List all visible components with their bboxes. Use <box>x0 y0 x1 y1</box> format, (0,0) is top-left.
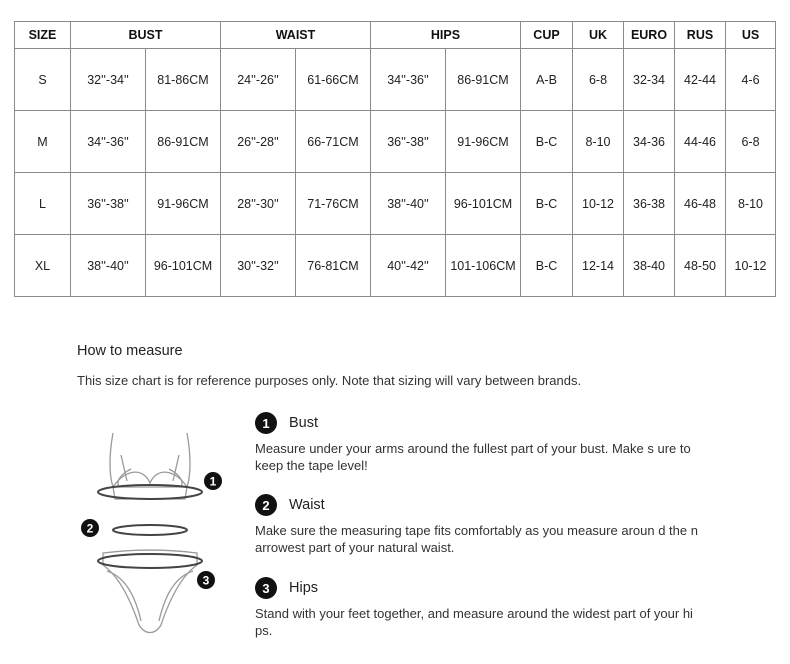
table-cell: 86-91CM <box>146 111 221 173</box>
header-rus: RUS <box>675 22 726 49</box>
how-to-measure-section <box>77 343 757 388</box>
step-3-title: Hips <box>289 580 319 596</box>
table-row <box>15 111 776 173</box>
table-cell: 4-6 <box>726 49 776 111</box>
table-cell: 30''-32'' <box>221 235 296 297</box>
table-cell: 91-96CM <box>446 111 521 173</box>
header-euro: EURO <box>624 22 675 49</box>
step-3-text: Stand with your feet together, and measure around the widest part of your hips. <box>255 606 693 638</box>
table-cell: 28''-30'' <box>221 173 296 235</box>
table-cell: 48-50 <box>675 235 726 297</box>
table-cell: 81-86CM <box>146 49 221 111</box>
table-cell: 44-46 <box>675 111 726 173</box>
table-cell: 12-14 <box>573 235 624 297</box>
table-cell: 38''-40'' <box>71 235 146 297</box>
table-row <box>15 235 776 297</box>
marker-3-label: 3 <box>202 573 210 588</box>
table-cell: 32''-34'' <box>71 49 146 111</box>
table-cell: 96-101CM <box>146 235 221 297</box>
step-2-number-icon: 2 <box>255 494 277 516</box>
table-cell: B-C <box>521 235 573 297</box>
table-cell: XL <box>15 235 71 297</box>
table-cell: 36''-38'' <box>71 173 146 235</box>
step-1-number-icon: 1 <box>255 412 277 434</box>
table-cell: 10-12 <box>573 173 624 235</box>
table-cell: 66-71CM <box>296 111 371 173</box>
table-cell: B-C <box>521 173 573 235</box>
table-cell: 38-40 <box>624 235 675 297</box>
header-uk: UK <box>573 22 624 49</box>
header-hips: HIPS <box>371 22 521 49</box>
table-cell: 101-106CM <box>446 235 521 297</box>
step-3-number-icon: 3 <box>255 577 277 599</box>
table-cell: M <box>15 111 71 173</box>
table-cell: 6-8 <box>726 111 776 173</box>
table-cell: 34''-36'' <box>371 49 446 111</box>
table-cell: 8-10 <box>573 111 624 173</box>
table-cell: B-C <box>521 111 573 173</box>
marker-2-label: 2 <box>86 521 94 536</box>
marker-3-icon <box>197 571 215 589</box>
table-cell: 36''-38'' <box>371 111 446 173</box>
table-cell: 40''-42'' <box>371 235 446 297</box>
table-cell: 61-66CM <box>296 49 371 111</box>
table-cell: A-B <box>521 49 573 111</box>
table-cell: 8-10 <box>726 173 776 235</box>
table-cell: 34-36 <box>624 111 675 173</box>
size-chart-table <box>14 21 776 297</box>
table-cell: 10-12 <box>726 235 776 297</box>
header-size: SIZE <box>15 22 71 49</box>
step-hips <box>255 577 705 639</box>
table-cell: 96-101CM <box>446 173 521 235</box>
table-body <box>15 49 776 297</box>
table-cell: 32-34 <box>624 49 675 111</box>
step-1-title: Bust <box>289 415 319 431</box>
step-2-text: Make sure the measuring tape fits comfortably as you measure aroun d the narrowest part of your natural waist. <box>255 523 698 555</box>
header-cup: CUP <box>521 22 573 49</box>
table-cell: 46-48 <box>675 173 726 235</box>
marker-2-icon <box>81 519 99 537</box>
table-cell: S <box>15 49 71 111</box>
step-1-text: Measure under your arms around the fullest part of your bust. Make s ure to keep the tape level! <box>255 441 691 473</box>
table-cell: 26''-28'' <box>221 111 296 173</box>
how-to-measure-title: How to measure <box>77 343 183 359</box>
table-cell: 91-96CM <box>146 173 221 235</box>
step-2-title: Waist <box>289 497 325 513</box>
header-bust: BUST <box>71 22 221 49</box>
step-bust <box>255 412 705 474</box>
table-cell: 76-81CM <box>296 235 371 297</box>
table-cell: L <box>15 173 71 235</box>
table-cell: 36-38 <box>624 173 675 235</box>
table-cell: 38''-40'' <box>371 173 446 235</box>
marker-1-label: 1 <box>209 474 217 489</box>
table-cell: 42-44 <box>675 49 726 111</box>
table-row <box>15 173 776 235</box>
table-cell: 34''-36'' <box>71 111 146 173</box>
measurement-figure-illustration <box>75 425 225 655</box>
step-waist <box>255 494 705 556</box>
table-header-row <box>15 22 776 49</box>
table-cell: 6-8 <box>573 49 624 111</box>
header-waist: WAIST <box>221 22 371 49</box>
reference-note: This size chart is for reference purposes only. Note that sizing will vary between brands. <box>77 373 582 388</box>
table-row <box>15 49 776 111</box>
table-cell: 71-76CM <box>296 173 371 235</box>
marker-1-icon <box>204 472 222 490</box>
table-cell: 24''-26'' <box>221 49 296 111</box>
header-us: US <box>726 22 776 49</box>
table-cell: 86-91CM <box>446 49 521 111</box>
